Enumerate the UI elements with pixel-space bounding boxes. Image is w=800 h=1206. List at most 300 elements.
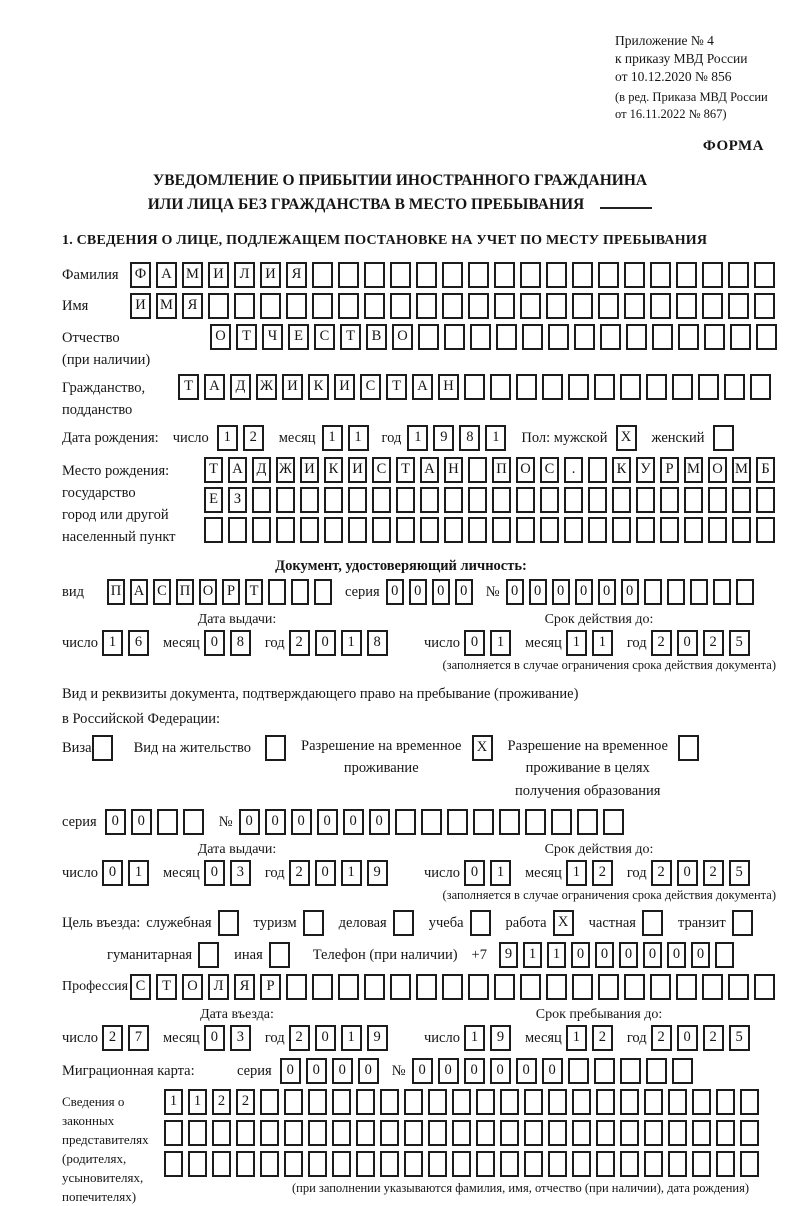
entry-day-cell[interactable]: 7 bbox=[128, 1025, 149, 1051]
residence-series-cell[interactable] bbox=[157, 809, 178, 835]
citizenship-cell[interactable] bbox=[672, 374, 693, 400]
legal-rep-cell[interactable] bbox=[356, 1089, 375, 1115]
identity-kind-cell[interactable] bbox=[314, 579, 332, 605]
birth-place-cell[interactable] bbox=[636, 517, 655, 543]
residence-number-cell[interactable]: 0 bbox=[239, 809, 260, 835]
citizenship-cell[interactable]: Ж bbox=[256, 374, 277, 400]
birth-place-cell[interactable]: Т bbox=[396, 457, 415, 483]
birth-year-cell[interactable]: 1 bbox=[485, 425, 506, 451]
citizenship-cell[interactable]: А bbox=[204, 374, 225, 400]
citizenship-cell[interactable] bbox=[594, 374, 615, 400]
birth-place-cell[interactable] bbox=[732, 517, 751, 543]
given-name-cell[interactable] bbox=[624, 293, 645, 319]
birth-place-cell[interactable] bbox=[660, 487, 679, 513]
given-name-cell[interactable] bbox=[572, 293, 593, 319]
birth-place-cell[interactable]: З bbox=[228, 487, 247, 513]
birth-place-cell[interactable] bbox=[564, 517, 583, 543]
legal-rep-cell[interactable] bbox=[260, 1151, 279, 1177]
birth-year-cell[interactable]: 8 bbox=[459, 425, 480, 451]
residence-number-cell[interactable] bbox=[499, 809, 520, 835]
migration-number-cell[interactable] bbox=[646, 1058, 667, 1084]
residence-number-cell[interactable]: 0 bbox=[343, 809, 364, 835]
given-name-cell[interactable] bbox=[598, 293, 619, 319]
legal-rep-cell[interactable] bbox=[260, 1089, 279, 1115]
legal-rep-cell[interactable] bbox=[668, 1151, 687, 1177]
phone-digit-cell[interactable]: 0 bbox=[595, 942, 614, 968]
legal-rep-cell[interactable] bbox=[740, 1120, 759, 1146]
identity-number-cell[interactable] bbox=[713, 579, 731, 605]
legal-rep-cell[interactable] bbox=[548, 1151, 567, 1177]
citizenship-cell[interactable]: К bbox=[308, 374, 329, 400]
surname-cell[interactable] bbox=[520, 262, 541, 288]
surname-cell[interactable] bbox=[650, 262, 671, 288]
birth-place-cell[interactable] bbox=[684, 487, 703, 513]
patronymic-cell[interactable] bbox=[418, 324, 439, 350]
purpose-humanitarian-checkbox[interactable] bbox=[198, 942, 219, 968]
phone-digit-cell[interactable]: 0 bbox=[691, 942, 710, 968]
residence-number-cell[interactable] bbox=[421, 809, 442, 835]
birth-place-cell[interactable] bbox=[540, 517, 559, 543]
legal-rep-cell[interactable] bbox=[716, 1120, 735, 1146]
given-name-cell[interactable]: Я bbox=[182, 293, 203, 319]
legal-rep-cell[interactable] bbox=[380, 1151, 399, 1177]
legal-rep-cell[interactable] bbox=[572, 1151, 591, 1177]
given-name-cell[interactable] bbox=[702, 293, 723, 319]
surname-cell[interactable] bbox=[624, 262, 645, 288]
legal-rep-cell[interactable] bbox=[332, 1089, 351, 1115]
given-name-cell[interactable] bbox=[754, 293, 775, 319]
residence-issue-year-cell[interactable]: 1 bbox=[341, 860, 362, 886]
profession-cell[interactable] bbox=[338, 974, 359, 1000]
stay-year-cell[interactable]: 2 bbox=[651, 1025, 672, 1051]
residence-number-cell[interactable] bbox=[447, 809, 468, 835]
legal-rep-cell[interactable] bbox=[500, 1089, 519, 1115]
birth-place-cell[interactable] bbox=[636, 487, 655, 513]
legal-rep-cell[interactable] bbox=[404, 1120, 423, 1146]
given-name-cell[interactable] bbox=[494, 293, 515, 319]
birth-place-cell[interactable]: У bbox=[636, 457, 655, 483]
profession-cell[interactable] bbox=[312, 974, 333, 1000]
birth-place-cell[interactable]: Ж bbox=[276, 457, 295, 483]
identity-kind-cell[interactable]: А bbox=[130, 579, 148, 605]
temp-permit-checkbox[interactable]: X bbox=[472, 735, 493, 761]
legal-rep-cell[interactable] bbox=[452, 1120, 471, 1146]
surname-cell[interactable] bbox=[728, 262, 749, 288]
citizenship-cell[interactable] bbox=[698, 374, 719, 400]
birth-place-cell[interactable] bbox=[468, 517, 487, 543]
visa-checkbox[interactable] bbox=[92, 735, 113, 761]
residence-series-cell[interactable] bbox=[183, 809, 204, 835]
patronymic-cell[interactable]: О bbox=[210, 324, 231, 350]
birth-place-cell[interactable]: С bbox=[372, 457, 391, 483]
birth-place-cell[interactable] bbox=[612, 487, 631, 513]
residence-issue-year-cell[interactable]: 0 bbox=[315, 860, 336, 886]
residence-number-cell[interactable]: 0 bbox=[369, 809, 390, 835]
purpose-work-checkbox[interactable]: X bbox=[553, 910, 574, 936]
residence-number-cell[interactable]: 0 bbox=[291, 809, 312, 835]
birth-place-cell[interactable] bbox=[708, 517, 727, 543]
surname-cell[interactable]: А bbox=[156, 262, 177, 288]
citizenship-cell[interactable]: Т bbox=[178, 374, 199, 400]
profession-cell[interactable] bbox=[650, 974, 671, 1000]
legal-rep-cell[interactable]: 2 bbox=[236, 1089, 255, 1115]
birth-place-cell[interactable]: Р bbox=[660, 457, 679, 483]
residence-expiry-month-cell[interactable]: 1 bbox=[566, 860, 587, 886]
profession-cell[interactable] bbox=[442, 974, 463, 1000]
stay-month-cell[interactable]: 1 bbox=[566, 1025, 587, 1051]
identity-number-cell[interactable]: 0 bbox=[598, 579, 616, 605]
migration-number-cell[interactable]: 0 bbox=[438, 1058, 459, 1084]
birth-place-cell[interactable] bbox=[324, 487, 343, 513]
residence-number-cell[interactable] bbox=[577, 809, 598, 835]
legal-rep-cell[interactable] bbox=[260, 1120, 279, 1146]
birth-place-cell[interactable]: А bbox=[420, 457, 439, 483]
legal-rep-cell[interactable] bbox=[620, 1089, 639, 1115]
identity-expiry-year-cell[interactable]: 5 bbox=[729, 630, 750, 656]
citizenship-cell[interactable] bbox=[750, 374, 771, 400]
birth-place-cell[interactable] bbox=[684, 517, 703, 543]
surname-cell[interactable] bbox=[572, 262, 593, 288]
profession-cell[interactable]: Я bbox=[234, 974, 255, 1000]
birth-place-cell[interactable] bbox=[276, 487, 295, 513]
birth-place-cell[interactable] bbox=[276, 517, 295, 543]
legal-rep-cell[interactable] bbox=[188, 1120, 207, 1146]
birth-place-cell[interactable]: И bbox=[300, 457, 319, 483]
profession-cell[interactable] bbox=[598, 974, 619, 1000]
birth-place-cell[interactable]: К bbox=[324, 457, 343, 483]
identity-kind-cell[interactable]: Р bbox=[222, 579, 240, 605]
patronymic-cell[interactable] bbox=[678, 324, 699, 350]
birth-place-cell[interactable] bbox=[372, 487, 391, 513]
citizenship-cell[interactable]: А bbox=[412, 374, 433, 400]
legal-rep-cell[interactable] bbox=[596, 1089, 615, 1115]
legal-rep-cell[interactable] bbox=[644, 1120, 663, 1146]
identity-expiry-month-cell[interactable]: 1 bbox=[592, 630, 613, 656]
legal-rep-cell[interactable] bbox=[548, 1089, 567, 1115]
profession-cell[interactable] bbox=[390, 974, 411, 1000]
legal-rep-cell[interactable] bbox=[332, 1151, 351, 1177]
entry-year-cell[interactable]: 1 bbox=[341, 1025, 362, 1051]
migration-number-cell[interactable]: 0 bbox=[490, 1058, 511, 1084]
profession-cell[interactable] bbox=[494, 974, 515, 1000]
stay-year-cell[interactable]: 2 bbox=[703, 1025, 724, 1051]
given-name-cell[interactable] bbox=[338, 293, 359, 319]
identity-issue-year-cell[interactable]: 8 bbox=[367, 630, 388, 656]
legal-rep-cell[interactable] bbox=[644, 1089, 663, 1115]
given-name-cell[interactable] bbox=[650, 293, 671, 319]
legal-rep-cell[interactable] bbox=[428, 1151, 447, 1177]
legal-rep-cell[interactable] bbox=[452, 1151, 471, 1177]
male-checkbox[interactable]: X bbox=[616, 425, 637, 451]
legal-rep-cell[interactable] bbox=[692, 1089, 711, 1115]
birth-day-cell[interactable]: 2 bbox=[243, 425, 264, 451]
legal-rep-cell[interactable] bbox=[572, 1120, 591, 1146]
legal-rep-cell[interactable]: 2 bbox=[212, 1089, 231, 1115]
given-name-cell[interactable] bbox=[416, 293, 437, 319]
identity-number-cell[interactable] bbox=[667, 579, 685, 605]
identity-expiry-day-cell[interactable]: 1 bbox=[490, 630, 511, 656]
identity-kind-cell[interactable]: О bbox=[199, 579, 217, 605]
profession-cell[interactable] bbox=[624, 974, 645, 1000]
patronymic-cell[interactable]: С bbox=[314, 324, 335, 350]
identity-kind-cell[interactable]: П bbox=[107, 579, 125, 605]
birth-place-cell[interactable] bbox=[516, 487, 535, 513]
migration-number-cell[interactable]: 0 bbox=[464, 1058, 485, 1084]
residence-number-cell[interactable]: 0 bbox=[265, 809, 286, 835]
phone-digit-cell[interactable]: 0 bbox=[571, 942, 590, 968]
birth-place-cell[interactable] bbox=[420, 487, 439, 513]
patronymic-cell[interactable] bbox=[704, 324, 725, 350]
residence-number-cell[interactable] bbox=[603, 809, 624, 835]
legal-rep-cell[interactable] bbox=[716, 1151, 735, 1177]
legal-rep-cell[interactable] bbox=[596, 1151, 615, 1177]
birth-day-cell[interactable]: 1 bbox=[217, 425, 238, 451]
entry-month-cell[interactable]: 3 bbox=[230, 1025, 251, 1051]
citizenship-cell[interactable]: И bbox=[282, 374, 303, 400]
identity-kind-cell[interactable] bbox=[268, 579, 286, 605]
residence-issue-year-cell[interactable]: 2 bbox=[289, 860, 310, 886]
patronymic-cell[interactable] bbox=[444, 324, 465, 350]
legal-rep-cell[interactable] bbox=[476, 1120, 495, 1146]
phone-digit-cell[interactable]: 1 bbox=[523, 942, 542, 968]
residence-expiry-year-cell[interactable]: 0 bbox=[677, 860, 698, 886]
legal-rep-cell[interactable] bbox=[428, 1120, 447, 1146]
citizenship-cell[interactable]: И bbox=[334, 374, 355, 400]
migration-number-cell[interactable]: 0 bbox=[516, 1058, 537, 1084]
patronymic-cell[interactable] bbox=[522, 324, 543, 350]
citizenship-cell[interactable] bbox=[620, 374, 641, 400]
migration-number-cell[interactable] bbox=[568, 1058, 589, 1084]
phone-digit-cell[interactable]: 0 bbox=[643, 942, 662, 968]
birth-place-cell[interactable] bbox=[348, 517, 367, 543]
given-name-cell[interactable]: И bbox=[130, 293, 151, 319]
entry-year-cell[interactable]: 0 bbox=[315, 1025, 336, 1051]
legal-rep-cell[interactable] bbox=[236, 1120, 255, 1146]
purpose-study-checkbox[interactable] bbox=[470, 910, 491, 936]
residence-issue-month-cell[interactable]: 0 bbox=[204, 860, 225, 886]
patronymic-cell[interactable] bbox=[574, 324, 595, 350]
legal-rep-cell[interactable] bbox=[452, 1089, 471, 1115]
phone-digit-cell[interactable]: 9 bbox=[499, 942, 518, 968]
patronymic-cell[interactable] bbox=[756, 324, 777, 350]
identity-issue-year-cell[interactable]: 2 bbox=[289, 630, 310, 656]
birth-place-cell[interactable]: Н bbox=[444, 457, 463, 483]
residence-expiry-year-cell[interactable]: 2 bbox=[703, 860, 724, 886]
patronymic-cell[interactable]: В bbox=[366, 324, 387, 350]
migration-series-cell[interactable]: 0 bbox=[358, 1058, 379, 1084]
legal-rep-cell[interactable] bbox=[476, 1089, 495, 1115]
purpose-other-checkbox[interactable] bbox=[269, 942, 290, 968]
given-name-cell[interactable] bbox=[520, 293, 541, 319]
profession-cell[interactable] bbox=[754, 974, 775, 1000]
birth-place-cell[interactable]: О bbox=[516, 457, 535, 483]
migration-series-cell[interactable]: 0 bbox=[332, 1058, 353, 1084]
profession-cell[interactable] bbox=[286, 974, 307, 1000]
identity-expiry-year-cell[interactable]: 2 bbox=[651, 630, 672, 656]
citizenship-cell[interactable] bbox=[516, 374, 537, 400]
legal-rep-cell[interactable] bbox=[500, 1120, 519, 1146]
birth-place-cell[interactable] bbox=[708, 487, 727, 513]
legal-rep-cell[interactable] bbox=[236, 1151, 255, 1177]
legal-rep-cell[interactable] bbox=[308, 1151, 327, 1177]
legal-rep-cell[interactable] bbox=[332, 1120, 351, 1146]
birth-place-cell[interactable] bbox=[588, 487, 607, 513]
surname-cell[interactable]: И bbox=[208, 262, 229, 288]
birth-place-cell[interactable] bbox=[756, 517, 775, 543]
surname-cell[interactable] bbox=[546, 262, 567, 288]
residence-series-cell[interactable]: 0 bbox=[131, 809, 152, 835]
patronymic-cell[interactable] bbox=[730, 324, 751, 350]
legal-rep-cell[interactable] bbox=[692, 1120, 711, 1146]
identity-series-cell[interactable]: 0 bbox=[386, 579, 404, 605]
birth-place-cell[interactable] bbox=[396, 487, 415, 513]
phone-digit-cell[interactable]: 1 bbox=[547, 942, 566, 968]
identity-number-cell[interactable]: 0 bbox=[506, 579, 524, 605]
legal-rep-cell[interactable] bbox=[476, 1151, 495, 1177]
surname-cell[interactable] bbox=[598, 262, 619, 288]
profession-cell[interactable] bbox=[364, 974, 385, 1000]
birth-place-cell[interactable]: . bbox=[564, 457, 583, 483]
identity-issue-month-cell[interactable]: 8 bbox=[230, 630, 251, 656]
entry-month-cell[interactable]: 0 bbox=[204, 1025, 225, 1051]
identity-kind-cell[interactable]: С bbox=[153, 579, 171, 605]
profession-cell[interactable] bbox=[416, 974, 437, 1000]
profession-cell[interactable]: С bbox=[130, 974, 151, 1000]
patronymic-cell[interactable]: Т bbox=[236, 324, 257, 350]
birth-place-cell[interactable] bbox=[492, 487, 511, 513]
legal-rep-cell[interactable] bbox=[164, 1120, 183, 1146]
citizenship-cell[interactable]: С bbox=[360, 374, 381, 400]
legal-rep-cell[interactable] bbox=[356, 1151, 375, 1177]
birth-place-cell[interactable] bbox=[228, 517, 247, 543]
citizenship-cell[interactable] bbox=[568, 374, 589, 400]
legal-rep-cell[interactable] bbox=[404, 1089, 423, 1115]
legal-rep-cell[interactable] bbox=[212, 1151, 231, 1177]
legal-rep-cell[interactable] bbox=[620, 1151, 639, 1177]
given-name-cell[interactable] bbox=[208, 293, 229, 319]
birth-place-cell[interactable]: Т bbox=[204, 457, 223, 483]
surname-cell[interactable] bbox=[338, 262, 359, 288]
migration-series-cell[interactable]: 0 bbox=[306, 1058, 327, 1084]
identity-series-cell[interactable]: 0 bbox=[409, 579, 427, 605]
legal-rep-cell[interactable] bbox=[284, 1151, 303, 1177]
profession-cell[interactable] bbox=[468, 974, 489, 1000]
patronymic-cell[interactable] bbox=[600, 324, 621, 350]
citizenship-cell[interactable] bbox=[542, 374, 563, 400]
residence-issue-month-cell[interactable]: 3 bbox=[230, 860, 251, 886]
patronymic-cell[interactable] bbox=[496, 324, 517, 350]
birth-place-cell[interactable] bbox=[540, 487, 559, 513]
residence-expiry-day-cell[interactable]: 1 bbox=[490, 860, 511, 886]
surname-cell[interactable]: М bbox=[182, 262, 203, 288]
birth-place-cell[interactable] bbox=[204, 517, 223, 543]
surname-cell[interactable] bbox=[312, 262, 333, 288]
legal-rep-cell[interactable] bbox=[596, 1120, 615, 1146]
birth-place-cell[interactable]: Е bbox=[204, 487, 223, 513]
female-checkbox[interactable] bbox=[713, 425, 734, 451]
residence-expiry-month-cell[interactable]: 2 bbox=[592, 860, 613, 886]
patronymic-cell[interactable] bbox=[470, 324, 491, 350]
identity-number-cell[interactable] bbox=[690, 579, 708, 605]
legal-rep-cell[interactable] bbox=[284, 1120, 303, 1146]
birth-place-cell[interactable] bbox=[300, 517, 319, 543]
stay-year-cell[interactable]: 0 bbox=[677, 1025, 698, 1051]
identity-issue-day-cell[interactable]: 1 bbox=[102, 630, 123, 656]
identity-issue-day-cell[interactable]: 6 bbox=[128, 630, 149, 656]
residence-expiry-year-cell[interactable]: 2 bbox=[651, 860, 672, 886]
patronymic-cell[interactable] bbox=[548, 324, 569, 350]
identity-number-cell[interactable]: 0 bbox=[529, 579, 547, 605]
given-name-cell[interactable] bbox=[260, 293, 281, 319]
citizenship-cell[interactable] bbox=[464, 374, 485, 400]
legal-rep-cell[interactable] bbox=[740, 1089, 759, 1115]
given-name-cell[interactable]: М bbox=[156, 293, 177, 319]
surname-cell[interactable] bbox=[702, 262, 723, 288]
birth-place-cell[interactable] bbox=[372, 517, 391, 543]
surname-cell[interactable]: Ф bbox=[130, 262, 151, 288]
birth-year-cell[interactable]: 1 bbox=[407, 425, 428, 451]
birth-place-cell[interactable] bbox=[612, 517, 631, 543]
patronymic-cell[interactable]: Ч bbox=[262, 324, 283, 350]
identity-issue-year-cell[interactable]: 0 bbox=[315, 630, 336, 656]
legal-rep-cell[interactable] bbox=[524, 1120, 543, 1146]
birth-place-cell[interactable] bbox=[468, 487, 487, 513]
residence-number-cell[interactable] bbox=[525, 809, 546, 835]
phone-digit-cell[interactable]: 0 bbox=[667, 942, 686, 968]
profession-cell[interactable]: О bbox=[182, 974, 203, 1000]
surname-cell[interactable] bbox=[494, 262, 515, 288]
residence-expiry-year-cell[interactable]: 5 bbox=[729, 860, 750, 886]
residence-series-cell[interactable]: 0 bbox=[105, 809, 126, 835]
citizenship-cell[interactable]: Н bbox=[438, 374, 459, 400]
birth-place-cell[interactable] bbox=[324, 517, 343, 543]
identity-expiry-year-cell[interactable]: 0 bbox=[677, 630, 698, 656]
given-name-cell[interactable] bbox=[468, 293, 489, 319]
patronymic-cell[interactable] bbox=[652, 324, 673, 350]
identity-number-cell[interactable]: 0 bbox=[552, 579, 570, 605]
migration-number-cell[interactable] bbox=[620, 1058, 641, 1084]
entry-year-cell[interactable]: 2 bbox=[289, 1025, 310, 1051]
residence-number-cell[interactable]: 0 bbox=[317, 809, 338, 835]
profession-cell[interactable]: Р bbox=[260, 974, 281, 1000]
legal-rep-cell[interactable] bbox=[428, 1089, 447, 1115]
identity-issue-month-cell[interactable]: 0 bbox=[204, 630, 225, 656]
birth-place-cell[interactable]: М bbox=[732, 457, 751, 483]
birth-place-cell[interactable] bbox=[444, 487, 463, 513]
birth-place-cell[interactable] bbox=[516, 517, 535, 543]
citizenship-cell[interactable] bbox=[490, 374, 511, 400]
citizenship-cell[interactable]: Д bbox=[230, 374, 251, 400]
birth-place-cell[interactable]: О bbox=[708, 457, 727, 483]
residence-issue-day-cell[interactable]: 0 bbox=[102, 860, 123, 886]
purpose-official-checkbox[interactable] bbox=[218, 910, 239, 936]
legal-rep-cell[interactable] bbox=[644, 1151, 663, 1177]
entry-year-cell[interactable]: 9 bbox=[367, 1025, 388, 1051]
identity-number-cell[interactable] bbox=[736, 579, 754, 605]
legal-rep-cell[interactable] bbox=[692, 1151, 711, 1177]
surname-cell[interactable] bbox=[676, 262, 697, 288]
surname-cell[interactable] bbox=[364, 262, 385, 288]
given-name-cell[interactable] bbox=[286, 293, 307, 319]
identity-expiry-year-cell[interactable]: 2 bbox=[703, 630, 724, 656]
residence-issue-day-cell[interactable]: 1 bbox=[128, 860, 149, 886]
legal-rep-cell[interactable] bbox=[308, 1089, 327, 1115]
birth-place-cell[interactable] bbox=[444, 517, 463, 543]
residence-expiry-day-cell[interactable]: 0 bbox=[464, 860, 485, 886]
citizenship-cell[interactable]: Т bbox=[386, 374, 407, 400]
profession-cell[interactable]: Т bbox=[156, 974, 177, 1000]
profession-cell[interactable] bbox=[572, 974, 593, 1000]
